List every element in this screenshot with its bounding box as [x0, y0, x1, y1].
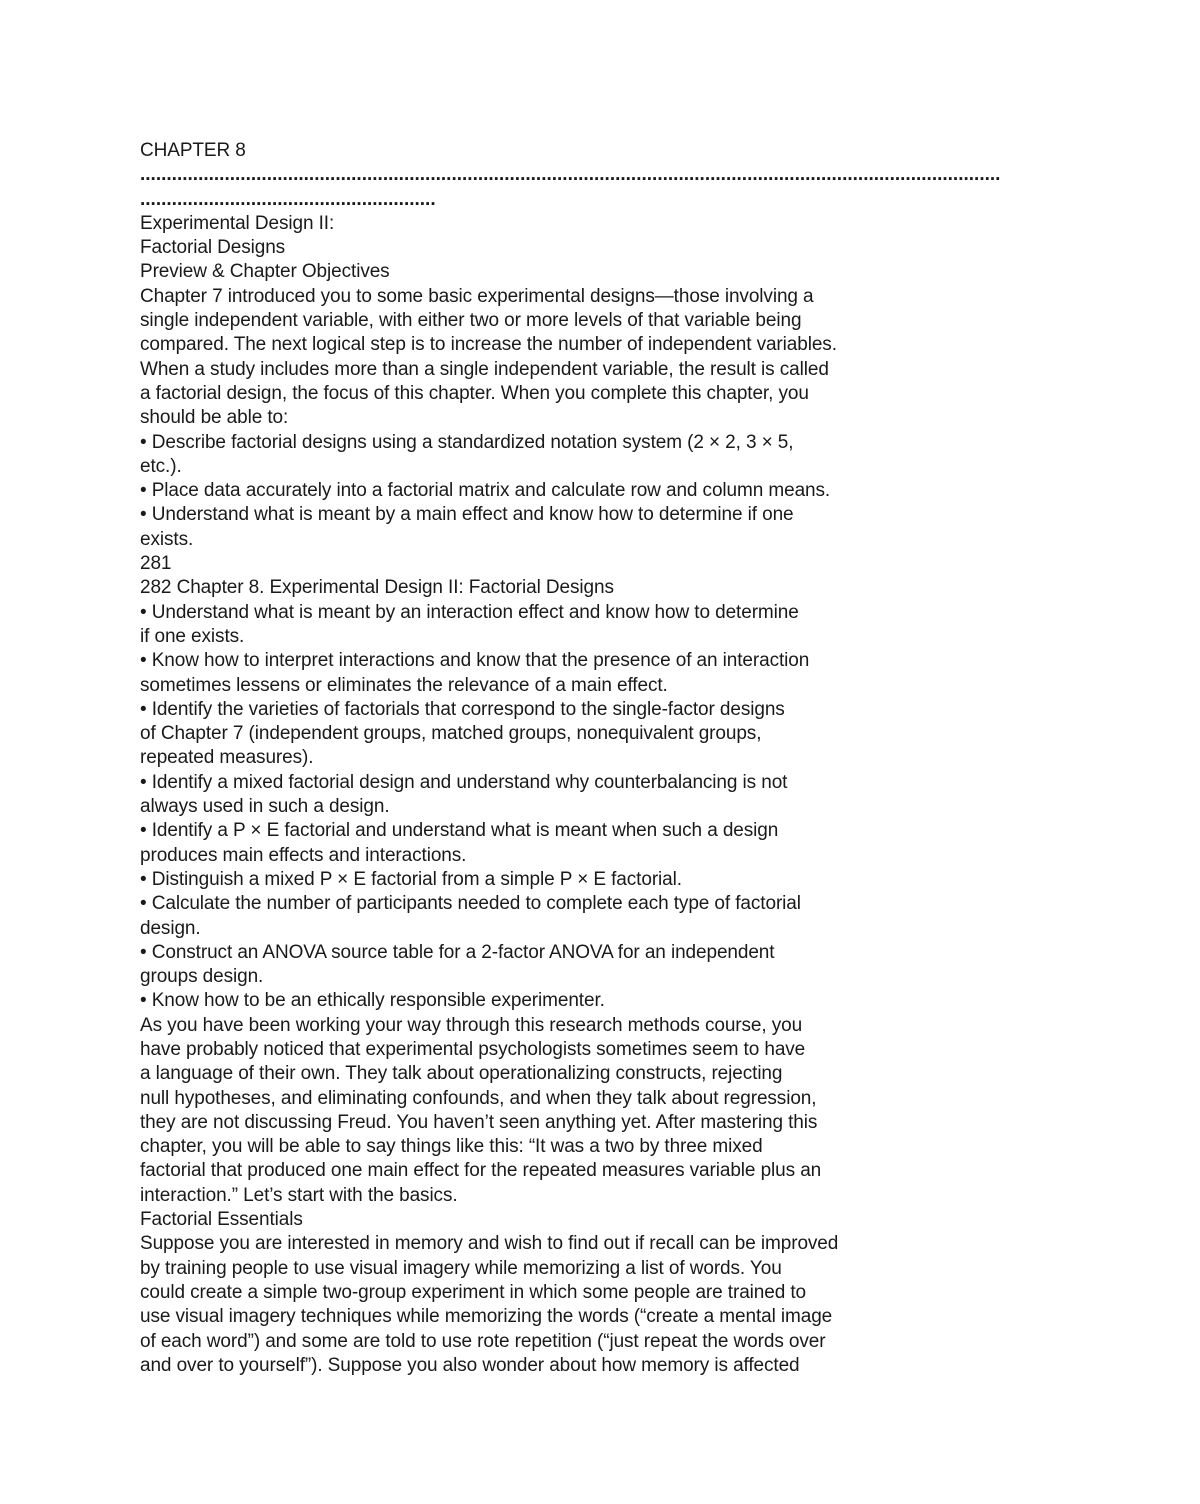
running-header: 282 Chapter 8. Experimental Design II: Factorial Designs: [140, 577, 614, 599]
bullet-item: • Know how to interpret interactions and know that the presence of an interaction: [140, 650, 810, 672]
bullet-item: • Understand what is meant by an interaction effect and know how to determine: [140, 601, 799, 623]
text-line: by training people to use visual imagery while memorizing a list of words. You: [140, 1257, 782, 1279]
chapter-title-line-1: Experimental Design II:: [140, 212, 335, 234]
text-line: interaction.” Let’s start with the basics.: [140, 1184, 458, 1206]
text-line: of each word”) and some are told to use rote repetition (“just repeat the words over: [140, 1330, 826, 1352]
text-line: As you have been working your way through this research methods course, you: [140, 1014, 803, 1036]
text-line: always used in such a design.: [140, 796, 390, 818]
text-line: compared. The next logical step is to increase the number of independent variables.: [140, 334, 837, 356]
text-line: null hypotheses, and eliminating confounds, and when they talk about regression,: [140, 1087, 817, 1109]
bullet-item: • Identify a mixed factorial design and understand why counterbalancing is not: [140, 771, 788, 793]
bullet-item: • Know how to be an ethically responsible experimenter.: [140, 990, 605, 1012]
text-line: single independent variable, with either two or more levels of that variable being: [140, 310, 802, 332]
chapter-label: CHAPTER 8: [140, 140, 246, 161]
chapter-title-line-2: Factorial Designs: [140, 237, 286, 259]
text-line: Chapter 7 introduced you to some basic experimental designs—those involving a: [140, 285, 814, 307]
page-number: 281: [140, 553, 172, 575]
text-line: design.: [140, 917, 201, 939]
text-line: have probably noticed that experimental psychologists sometimes seem to have: [140, 1038, 806, 1060]
bullet-item: • Construct an ANOVA source table for a 2-factor ANOVA for an independent: [140, 941, 775, 963]
text-line: etc.).: [140, 455, 182, 477]
text-line: sometimes lessens or eliminates the relevance of a main effect.: [140, 674, 668, 696]
dotted-rule-line-2: ........................................................: [140, 188, 436, 210]
text-line: and over to yourself”). Suppose you also wonder about how memory is affected: [140, 1354, 800, 1376]
text-line: factorial that produced one main effect for the repeated measures variable plus an: [140, 1160, 822, 1182]
text-line: produces main effects and interactions.: [140, 844, 467, 866]
text-line: could create a simple two-group experiment in which some people are trained to: [140, 1281, 807, 1303]
text-line: they are not discussing Freud. You haven’t seen anything yet. After mastering this: [140, 1111, 818, 1133]
text-line: a factorial design, the focus of this chapter. When you complete this chapter, you: [140, 382, 809, 404]
text-line: When a study includes more than a single independent variable, the result is called: [140, 358, 829, 380]
text-line: a language of their own. They talk about operationalizing constructs, rejecting: [140, 1063, 783, 1085]
text-line: if one exists.: [140, 625, 245, 647]
text-line: of Chapter 7 (independent groups, matched groups, nonequivalent groups,: [140, 723, 762, 745]
bullet-item: • Distinguish a mixed P × E factorial from a simple P × E factorial.: [140, 868, 682, 890]
text-line: Suppose you are interested in memory and wish to find out if recall can be improved: [140, 1233, 839, 1255]
document-page: [140, 139, 1140, 1378]
bullet-item: • Identify the varieties of factorials that correspond to the single-factor designs: [140, 698, 785, 720]
bullet-item: • Calculate the number of participants needed to complete each type of factorial: [140, 893, 801, 915]
bullet-item: • Identify a P × E factorial and understand what is meant when such a design: [140, 820, 779, 842]
text-line: use visual imagery techniques while memorizing the words (“create a mental image: [140, 1306, 833, 1328]
section-heading-factorial-essentials: Factorial Essentials: [140, 1209, 303, 1231]
bullet-item: • Describe factorial designs using a standardized notation system (2 × 2, 3 × 5,: [140, 431, 794, 453]
text-line: exists.: [140, 528, 194, 550]
text-line: should be able to:: [140, 407, 289, 429]
bullet-item: • Understand what is meant by a main effect and know how to determine if one: [140, 504, 794, 526]
section-heading-preview: Preview & Chapter Objectives: [140, 261, 390, 283]
text-line: chapter, you will be able to say things like this: “It was a two by three mixed: [140, 1136, 763, 1158]
dotted-rule-line-1: ...................................................................................................................................................................: [140, 164, 1001, 186]
bullet-item: • Place data accurately into a factorial matrix and calculate row and column means.: [140, 480, 831, 502]
text-line: repeated measures).: [140, 747, 314, 769]
text-line: groups design.: [140, 966, 264, 988]
